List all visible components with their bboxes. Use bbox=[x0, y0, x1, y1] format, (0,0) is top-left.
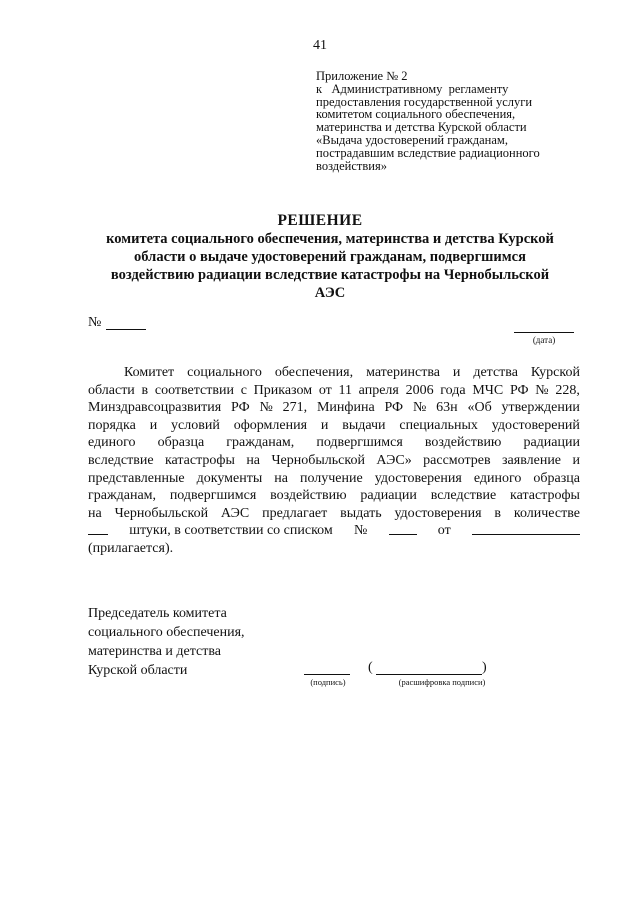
signature-caption: (подпись) bbox=[310, 677, 346, 687]
body-word: Чернобыльской bbox=[271, 452, 365, 468]
body-word: штуки, в соответствии со списком bbox=[129, 523, 333, 539]
body-word: условий bbox=[171, 417, 220, 433]
appendix-line: комитетом социального обеспечения, bbox=[316, 107, 516, 122]
decoding-blank bbox=[376, 674, 482, 675]
appendix-line: к Административному регламенту bbox=[316, 81, 509, 96]
body-word: оформления bbox=[233, 417, 308, 433]
body-word: Приказом bbox=[253, 382, 313, 398]
body-line bbox=[88, 505, 580, 523]
body-word: рассмотрев bbox=[423, 452, 491, 468]
body-line bbox=[88, 382, 580, 400]
body-word: обеспечения, bbox=[274, 365, 354, 380]
body-word: на bbox=[246, 452, 261, 468]
body-word: и bbox=[452, 365, 461, 380]
body-word: в bbox=[494, 505, 502, 521]
body-word: количестве bbox=[513, 505, 580, 521]
body-word: катастрофы bbox=[510, 488, 580, 504]
body-line bbox=[88, 522, 580, 540]
body-word: воздействию bbox=[270, 488, 347, 504]
body-word: образца bbox=[533, 470, 580, 486]
subtitle-line: воздействию радиации вследствие катастрофы на Чернобыльской bbox=[110, 267, 550, 283]
decoding-paren-open: ( bbox=[368, 660, 373, 675]
body-word: вследствие bbox=[88, 452, 154, 468]
body-word: получение bbox=[299, 470, 363, 486]
body-word: Минфина bbox=[316, 400, 375, 416]
subtitle-line: комитета социального обеспечения, материнства и детства Курской bbox=[106, 231, 554, 247]
body-word: порядка bbox=[88, 417, 136, 433]
body-word: удостоверения bbox=[394, 505, 482, 521]
body-word: № bbox=[259, 400, 273, 416]
body-word: № bbox=[353, 523, 368, 539]
body-word: специальных bbox=[399, 417, 478, 433]
body-line bbox=[88, 470, 580, 488]
body-word: детства bbox=[473, 365, 518, 380]
body-word: АЭС bbox=[220, 505, 250, 521]
quantity-blank bbox=[88, 522, 108, 535]
signer-line: социального обеспечения, bbox=[88, 625, 245, 640]
body-word: и bbox=[572, 452, 580, 468]
body-word: 2006 bbox=[405, 382, 434, 398]
date-caption: (дата) bbox=[532, 335, 556, 345]
body-word: МЧС bbox=[472, 382, 504, 398]
decision-number-label: № bbox=[88, 315, 102, 330]
body-word: № bbox=[412, 400, 427, 416]
decision-number-blank bbox=[106, 329, 146, 330]
body-word: воздействию bbox=[424, 435, 502, 451]
body-word: РФ bbox=[231, 400, 250, 416]
body-word: 63н bbox=[436, 400, 458, 416]
body-word: Минздравсоцразвития bbox=[88, 400, 222, 416]
body-word: с bbox=[240, 382, 247, 398]
body-word: предлагает bbox=[262, 505, 328, 521]
body-word: от bbox=[437, 523, 451, 539]
body-word: утверждении bbox=[501, 400, 580, 416]
body-word: РФ bbox=[509, 382, 529, 398]
body-word: 271, bbox=[282, 400, 308, 416]
signer-line: Курской области bbox=[88, 663, 188, 678]
appendix-line: «Выдача удостоверений гражданам, bbox=[316, 132, 508, 147]
body-word: в bbox=[141, 382, 149, 398]
subtitle-line: АЭС bbox=[314, 285, 346, 301]
signer-block bbox=[88, 604, 348, 680]
body-line bbox=[88, 364, 580, 382]
body-word: единого bbox=[88, 435, 136, 451]
body-word: Курской bbox=[530, 365, 580, 380]
decision-body bbox=[88, 364, 580, 558]
list-date-blank bbox=[472, 522, 580, 535]
body-word: единого bbox=[473, 470, 522, 486]
body-word: документы bbox=[196, 470, 263, 486]
body-word: 228, bbox=[555, 382, 580, 398]
body-word: «Об bbox=[467, 400, 492, 416]
date-blank bbox=[514, 332, 574, 333]
document-subtitle bbox=[90, 230, 570, 302]
body-word: радиации bbox=[360, 488, 417, 504]
body-word: катастрофы bbox=[164, 452, 235, 468]
body-word: РФ bbox=[384, 400, 404, 416]
appendix-line: воздействия» bbox=[316, 158, 387, 173]
body-word: АЭС» bbox=[376, 452, 412, 468]
body-word: (прилагается). bbox=[88, 540, 174, 556]
body-word: заявление bbox=[502, 452, 562, 468]
body-word: соответствии bbox=[154, 382, 234, 398]
decoding-paren-close: ) bbox=[482, 660, 487, 675]
appendix-line: предоставления государственной услуги bbox=[316, 94, 533, 109]
appendix-header bbox=[316, 70, 616, 172]
body-line bbox=[88, 452, 580, 470]
page-number: 41 bbox=[313, 38, 327, 53]
signature-blank bbox=[304, 674, 350, 675]
document-title: РЕШЕНИЕ bbox=[277, 212, 363, 229]
body-word: материнства bbox=[366, 365, 440, 380]
signer-line: материнства и детства bbox=[88, 644, 221, 659]
body-word: подвергшимся bbox=[169, 488, 257, 504]
body-word: социального bbox=[187, 365, 262, 380]
appendix-line: Приложение № 2 bbox=[316, 69, 408, 83]
body-word: удостоверения bbox=[374, 470, 462, 486]
body-line bbox=[88, 417, 580, 435]
body-word: образца bbox=[157, 435, 205, 451]
body-line bbox=[88, 540, 580, 558]
body-word: Чернобыльской bbox=[114, 505, 209, 521]
body-word: гражданам, bbox=[88, 488, 157, 504]
body-word: выдачи bbox=[342, 417, 386, 433]
body-word: на bbox=[88, 505, 102, 521]
body-word: области bbox=[88, 382, 135, 398]
body-word: и bbox=[149, 417, 158, 433]
appendix-line: материнства и детства Курской области bbox=[316, 120, 527, 135]
body-word: представленные bbox=[88, 470, 185, 486]
body-word: № bbox=[535, 382, 549, 398]
body-word: на bbox=[274, 470, 288, 486]
body-word: апреля bbox=[358, 382, 399, 398]
body-line bbox=[88, 487, 580, 505]
subtitle-line: области о выдаче удостоверений гражданам, подвергшимся bbox=[134, 249, 526, 265]
body-line bbox=[88, 434, 580, 452]
body-word: гражданам, bbox=[226, 435, 295, 451]
body-word: радиации bbox=[523, 435, 580, 451]
body-word: подвергшимся bbox=[316, 435, 403, 451]
body-word: 11 bbox=[338, 382, 352, 398]
body-word: и bbox=[320, 417, 329, 433]
body-line bbox=[88, 399, 580, 417]
body-word: выдать bbox=[340, 505, 382, 521]
body-word: от bbox=[318, 382, 332, 398]
appendix-line: пострадавшим вследствие радиационного bbox=[316, 145, 540, 160]
body-word: Комитет bbox=[124, 365, 175, 380]
list-number-blank bbox=[389, 522, 417, 535]
decoding-caption: (расшифровка подписи) bbox=[398, 677, 486, 687]
body-word: года bbox=[440, 382, 466, 398]
body-word: вследствие bbox=[430, 488, 497, 504]
signer-line: Председатель комитета bbox=[88, 606, 227, 621]
body-word: удостоверений bbox=[491, 417, 580, 433]
